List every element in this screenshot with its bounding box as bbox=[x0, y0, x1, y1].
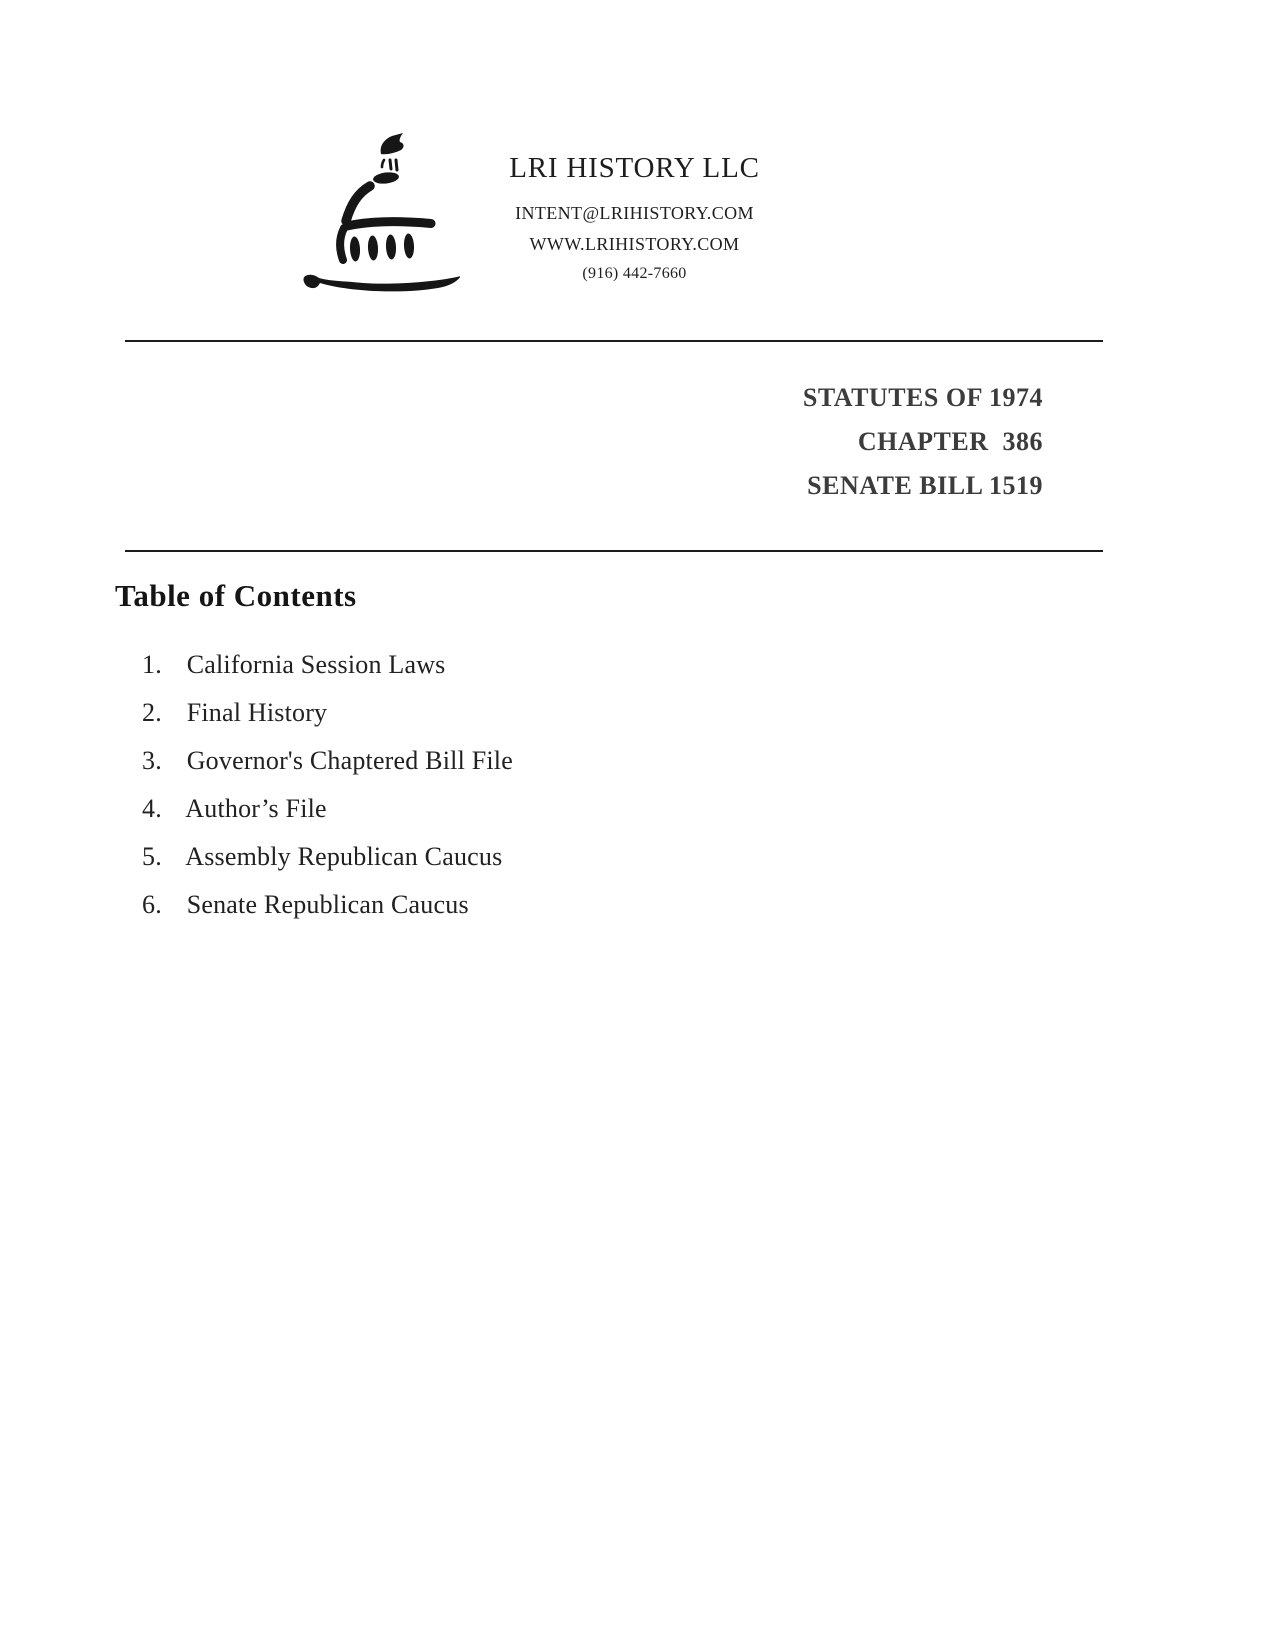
letterhead bbox=[452, 150, 817, 284]
toc-item-number: 3. bbox=[142, 746, 162, 775]
toc-item-label: Final History bbox=[186, 698, 328, 727]
middle-divider bbox=[125, 550, 1103, 552]
toc-item-label: Author’s File bbox=[185, 794, 327, 823]
toc-item-label: Senate Republican Caucus bbox=[186, 890, 469, 919]
toc-item bbox=[142, 641, 513, 689]
toc-list bbox=[142, 641, 513, 929]
top-divider bbox=[125, 340, 1103, 342]
toc-item bbox=[142, 689, 513, 737]
toc-item-number: 4. bbox=[142, 794, 162, 823]
toc-item-label: Governor's Chaptered Bill File bbox=[186, 746, 513, 775]
toc-item-number: 2. bbox=[142, 698, 162, 727]
toc-item bbox=[142, 833, 513, 881]
contact-phone: (916) 442-7660 bbox=[582, 265, 687, 282]
toc-title: Table of Contents bbox=[115, 578, 357, 613]
toc-item bbox=[142, 881, 513, 929]
org-name: LRI HISTORY LLC bbox=[509, 152, 760, 184]
toc-item-label: California Session Laws bbox=[186, 650, 446, 679]
chapter-line: CHAPTER 386 bbox=[857, 427, 1043, 456]
contact-email: INTENT@LRIHISTORY.COM bbox=[515, 203, 754, 223]
senate-bill-line: SENATE BILL 1519 bbox=[807, 471, 1043, 500]
statute-reference bbox=[803, 376, 1043, 508]
capitol-dome-logo-icon bbox=[295, 130, 460, 300]
toc-item-label: Assembly Republican Caucus bbox=[185, 842, 503, 871]
statutes-year-line: STATUTES OF 1974 bbox=[802, 383, 1043, 412]
toc-item bbox=[142, 737, 513, 785]
toc-item-number: 6. bbox=[142, 890, 162, 919]
toc-item bbox=[142, 785, 513, 833]
contact-website: WWW.LRIHISTORY.COM bbox=[529, 234, 740, 254]
toc-item-number: 5. bbox=[142, 842, 162, 871]
toc-item-number: 1. bbox=[142, 650, 162, 679]
